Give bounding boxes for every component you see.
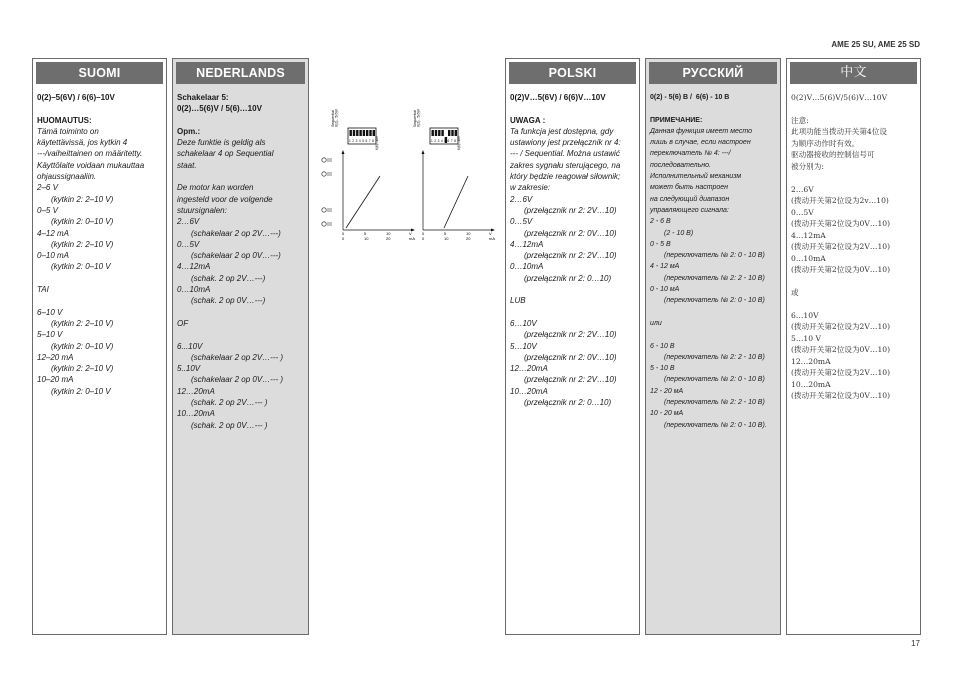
page-number: 17 <box>911 639 920 648</box>
text-line: 2…6V <box>510 194 533 204</box>
text-line: 6–10 V <box>37 307 63 317</box>
column-text <box>506 84 639 408</box>
text-line: ingesteld voor de volgende <box>177 194 273 204</box>
valve-closed-icon <box>322 222 326 226</box>
text-line: ---/vaiheittainen on määritetty. <box>37 149 143 159</box>
text-line: (переключатель № 2: 0 - 10 В) <box>664 252 765 260</box>
text-line: (przełącznik nr 2: 2V…10) <box>524 330 617 340</box>
text-line: käytettävissä, jos kytkin 4 <box>37 138 128 148</box>
text-line: 0…10mA <box>510 262 544 272</box>
column-text <box>787 84 920 402</box>
text-line: HUOMAUTUS: <box>37 115 92 125</box>
text-line: 10…20mA <box>791 379 831 389</box>
text-line: последовательно. <box>650 161 711 169</box>
text-line: (przełącznik nr 2: 0V…10) <box>524 352 617 362</box>
text-line: który będzie reagował siłownik; <box>510 172 621 182</box>
text-line: 4 - 12 мА <box>650 263 680 271</box>
text-line <box>37 295 162 306</box>
text-line: (拨动开关第2位设为2v…10) <box>791 196 889 206</box>
text-line: (переключатель № 2: 2 - 10 В) <box>664 353 765 361</box>
text-line: TAI <box>37 285 49 295</box>
column-text <box>173 84 308 431</box>
switch-num-5: 5 <box>444 139 446 143</box>
text-line: лишь в случае, если настроен <box>650 139 751 147</box>
switch-num-7: 7 <box>368 139 371 143</box>
tick-v-0: 0 <box>422 231 425 236</box>
text-line <box>177 307 304 318</box>
text-line: (schakelaar 2 op 2V…--- ) <box>191 352 284 362</box>
switch-num-4: 4 <box>440 139 443 143</box>
text-line: staat. <box>177 160 197 170</box>
text-line: Deze funktie is geldig als <box>177 138 266 148</box>
text-line: (przełącznik nr 2: 0V…10) <box>524 228 617 238</box>
text-line: (schakelaar 2 op 0V…---) <box>191 251 281 261</box>
switch-num-2: 2 <box>352 139 355 143</box>
valve-open-icon <box>322 158 326 162</box>
text-line: 0 - 10 мА <box>650 286 680 294</box>
column-polski <box>505 58 640 635</box>
text-line: 5 - 10 В <box>650 365 675 373</box>
text-line: 12 - 20 мА <box>650 387 684 395</box>
unit-ma: mA <box>489 236 495 240</box>
switch-num-1: 1 <box>431 139 433 143</box>
text-line: (schakelaar 2 op 0V…--- ) <box>191 375 284 385</box>
text-line: LUB <box>510 296 526 306</box>
text-line: (kytkin 2: 0–10 V <box>51 262 111 272</box>
text-line: (przełącznik nr 2: 2V…10) <box>524 205 617 215</box>
text-line: 5..10V <box>177 364 201 374</box>
text-line <box>37 103 162 114</box>
text-line: 0…5V <box>177 239 200 249</box>
text-line <box>37 273 162 284</box>
text-line <box>791 104 916 115</box>
switch-num-2: 2 <box>434 139 437 143</box>
text-line: Данная функция имеет место <box>650 127 752 135</box>
column-title: РУССКИЙ <box>649 62 777 84</box>
text-line: или <box>650 319 662 327</box>
switch-num-8: 8 <box>372 139 374 143</box>
switch-num-6: 6 <box>365 139 368 143</box>
text-line: 4…12mA <box>177 262 211 272</box>
tick-ma-0: 0 <box>422 236 425 240</box>
unit-v: V <box>489 231 492 236</box>
text-line: --- / Sequential. Można ustawić <box>510 149 620 159</box>
text-line: (拨动开关第2位设为2V…10) <box>791 322 891 332</box>
text-line: 0 - 5 В <box>650 240 671 248</box>
text-line: 0(2)…5(6)V / 5(6)…10V <box>177 104 262 114</box>
text-line: (schak. 2 op 0V…---) <box>191 296 266 306</box>
text-line: (schak. 2 op 0V…--- ) <box>191 420 268 430</box>
switch-side-label: 6(6)...10V <box>457 136 461 150</box>
text-line: 为顺序动作时有效。 <box>791 138 860 148</box>
tick-v-10: 10 <box>386 231 391 236</box>
text-line: 0(2)–5(6V) / 6(6)–10V <box>37 93 115 102</box>
text-line: 5–10 V <box>37 330 63 340</box>
text-line: Schakelaar 5: <box>177 93 229 102</box>
text-line: ohjaussignaaliin. <box>37 172 97 182</box>
text-line: 4…12mA <box>791 230 826 240</box>
text-line: 驱动器接收的控制信号可 <box>791 150 875 160</box>
text-line: 0(2) - 5(6) В / 6(6) - 10 В <box>650 94 730 101</box>
switch-label-range: 0(2)...5(6)V <box>416 108 421 127</box>
text-line: zakres sygnału sterującego, na <box>510 160 621 170</box>
tick-ma-10: 10 <box>364 236 369 240</box>
text-line: 6…10V <box>510 318 537 328</box>
text-line: (переключатель № 2: 2 - 10 В) <box>664 399 765 407</box>
text-line: Opm.: <box>177 126 201 136</box>
text-line: (schak. 2 op 2V…--- ) <box>191 398 268 408</box>
text-line: (przełącznik nr 2: 2V…10) <box>524 251 617 261</box>
dip-switch-right <box>413 108 461 150</box>
text-line: (переключатель № 2: 0 - 10 В) <box>664 376 765 384</box>
text-line: 0–5 V <box>37 205 58 215</box>
graph-right <box>422 150 496 240</box>
text-line: 2…6V <box>791 184 814 194</box>
text-line: 0…10mA <box>791 253 826 263</box>
text-line: De motor kan worden <box>177 183 254 193</box>
text-line: 4–12 mA <box>37 228 70 238</box>
text-line: (拨动开关第2位设为0V…10) <box>791 345 891 355</box>
switch-num-8: 8 <box>454 139 456 143</box>
text-line: 10…20mA <box>510 386 548 396</box>
text-line <box>177 171 304 182</box>
column-text <box>33 84 166 397</box>
text-line: 注意: <box>791 115 809 125</box>
text-line: 2–6 V <box>37 183 58 193</box>
text-line: 或 <box>791 287 799 297</box>
text-line <box>510 284 635 295</box>
switch-and-signal-diagram <box>318 100 503 240</box>
text-line: 12…20mA <box>791 356 831 366</box>
text-line: (kytkin 2: 0–10 V) <box>51 341 114 351</box>
text-line: 0(2)V…5(6)V/5(6)V…10V <box>791 93 888 102</box>
text-line: ustawiony jest przełącznik nr 4: <box>510 138 621 148</box>
text-line: 6 - 10 В <box>650 342 675 350</box>
text-line: 被分别为: <box>791 161 824 171</box>
text-line: 0…5V <box>510 217 533 227</box>
switch-num-1: 1 <box>349 139 351 143</box>
text-line: stuursignalen: <box>177 205 227 215</box>
text-line <box>791 172 916 183</box>
text-line: (przełącznik nr 2: 0…10) <box>524 398 612 408</box>
column-title: POLSKI <box>509 62 636 84</box>
text-line: 0…5V <box>791 207 814 217</box>
text-line: Tämä toiminto on <box>37 126 99 136</box>
text-line: 0…10mA <box>177 285 211 295</box>
unit-ma: mA <box>409 236 415 240</box>
text-line: ПРИМЕЧАНИЕ: <box>650 116 703 124</box>
text-line: (拨动开关第2位设为0V…10) <box>791 219 891 229</box>
text-line: (переключатель № 2: 2 - 10 В) <box>664 274 765 282</box>
text-line: 5…10 V <box>791 333 821 343</box>
text-line: 12–20 mA <box>37 352 74 362</box>
text-line: 0–10 mA <box>37 251 70 261</box>
tick-ma-10: 10 <box>444 236 449 240</box>
text-line: (przełącznik nr 2: 2V…10) <box>524 375 617 385</box>
text-line: 4…12mA <box>510 239 544 249</box>
valve-mid-icon <box>322 172 326 176</box>
text-line: 10 - 20 мА <box>650 410 684 418</box>
text-line <box>791 298 916 309</box>
switch-num-6: 6 <box>447 139 450 143</box>
text-line: управляющего сигнала: <box>650 206 729 214</box>
column-text <box>646 84 780 431</box>
tick-ma-20: 20 <box>386 236 391 240</box>
text-line: w zakresie: <box>510 183 551 193</box>
text-line: 10–20 mA <box>37 375 74 385</box>
tick-ma-20: 20 <box>466 236 471 240</box>
dip-switch-left <box>331 108 379 150</box>
text-line: (переключатель № 2: 0 - 10 В) <box>664 297 765 305</box>
text-line: (kytkin 2: 0–10 V) <box>51 217 114 227</box>
text-line: (kytkin 2: 2–10 V) <box>51 364 114 374</box>
text-line: (2 - 10 В) <box>664 229 694 237</box>
text-line: 6…10V <box>791 310 819 320</box>
text-line: Käyttölaite voidaan mukauttaa <box>37 160 145 170</box>
text-line: OF <box>177 318 189 328</box>
text-line: 6...10V <box>177 341 203 351</box>
text-line: 2…6V <box>177 217 200 227</box>
column-nederlands <box>172 58 309 635</box>
switch-label-sequential: Sequential <box>413 110 417 127</box>
text-line <box>791 276 916 287</box>
text-line: schakelaar 4 op Sequential <box>177 149 274 159</box>
tick-ma-0: 0 <box>342 236 345 240</box>
text-line: (拨动开关第2位设为2V…10) <box>791 368 891 378</box>
switch-num-4: 4 <box>358 139 361 143</box>
switch-num-7: 7 <box>450 139 453 143</box>
text-line <box>650 307 776 318</box>
text-line: (kytkin 2: 2–10 V) <box>51 318 114 328</box>
document-model-header: AME 25 SU, AME 25 SD <box>831 40 920 49</box>
switch-label-range: 0(2)...5(6)V <box>334 108 339 127</box>
text-line: (kytkin 2: 2–10 V) <box>51 239 114 249</box>
text-line: (拨动开关第2位设为0V…10) <box>791 265 891 275</box>
text-line: 10…20mA <box>177 409 215 419</box>
text-line: Ta funkcja jest dostępna, gdy <box>510 126 614 136</box>
switch-num-5: 5 <box>362 139 364 143</box>
text-line: 5…10V <box>510 341 537 351</box>
switch-side-label: 6(6)...10V <box>375 136 379 150</box>
column-suomi <box>32 58 167 635</box>
text-line: на следующий диапазон <box>650 195 730 203</box>
text-line: (przełącznik nr 2: 0…10) <box>524 273 612 283</box>
text-line: (переключатель № 2: 0 - 10 В). <box>664 421 767 429</box>
switch-num-3: 3 <box>437 139 440 143</box>
switch-num-3: 3 <box>355 139 358 143</box>
text-line <box>177 329 304 340</box>
text-line: может быть настроен <box>650 184 729 192</box>
text-line <box>510 307 635 318</box>
text-line: переключатель № 4: ---/ <box>650 150 731 158</box>
text-line: 2 - 6 В <box>650 218 671 226</box>
text-line: 12…20mA <box>510 364 548 374</box>
text-line: (拨动开关第2位设为0V…10) <box>791 391 891 401</box>
text-line: 0(2)V…5(6V) / 6(6)V…10V <box>510 93 606 102</box>
column-title: SUOMI <box>36 62 163 84</box>
text-line <box>510 103 635 114</box>
column-title: 中文 <box>790 62 917 84</box>
column-title: NEDERLANDS <box>176 62 305 84</box>
text-line <box>650 103 776 114</box>
text-line: (schak. 2 op 2V…---) <box>191 273 266 283</box>
text-line: (schakelaar 2 op 2V…---) <box>191 228 281 238</box>
tick-v-0: 0 <box>342 231 345 236</box>
text-line: (kytkin 2: 2–10 V) <box>51 194 114 204</box>
text-line: UWAGA : <box>510 115 546 125</box>
unit-v: V <box>409 231 412 236</box>
text-line: 此项功能当拨动开关第4位设 <box>791 127 887 137</box>
tick-v-10: 10 <box>466 231 471 236</box>
text-line <box>177 115 304 126</box>
switch-label-sequential: Sequential <box>331 110 335 127</box>
text-line: (拨动开关第2位设为2V…10) <box>791 242 891 252</box>
text-line <box>650 329 776 340</box>
valve-closed-icon <box>322 208 326 212</box>
graph-left <box>322 150 416 240</box>
column-zhongwen <box>786 58 921 635</box>
tick-v-5: 5 <box>364 231 367 236</box>
column-russkiy <box>645 58 781 635</box>
text-line: (kytkin 2: 0–10 V <box>51 386 111 396</box>
text-line: 12…20mA <box>177 386 215 396</box>
text-line: Исполнительный механизм <box>650 173 742 181</box>
tick-v-5: 5 <box>444 231 447 236</box>
